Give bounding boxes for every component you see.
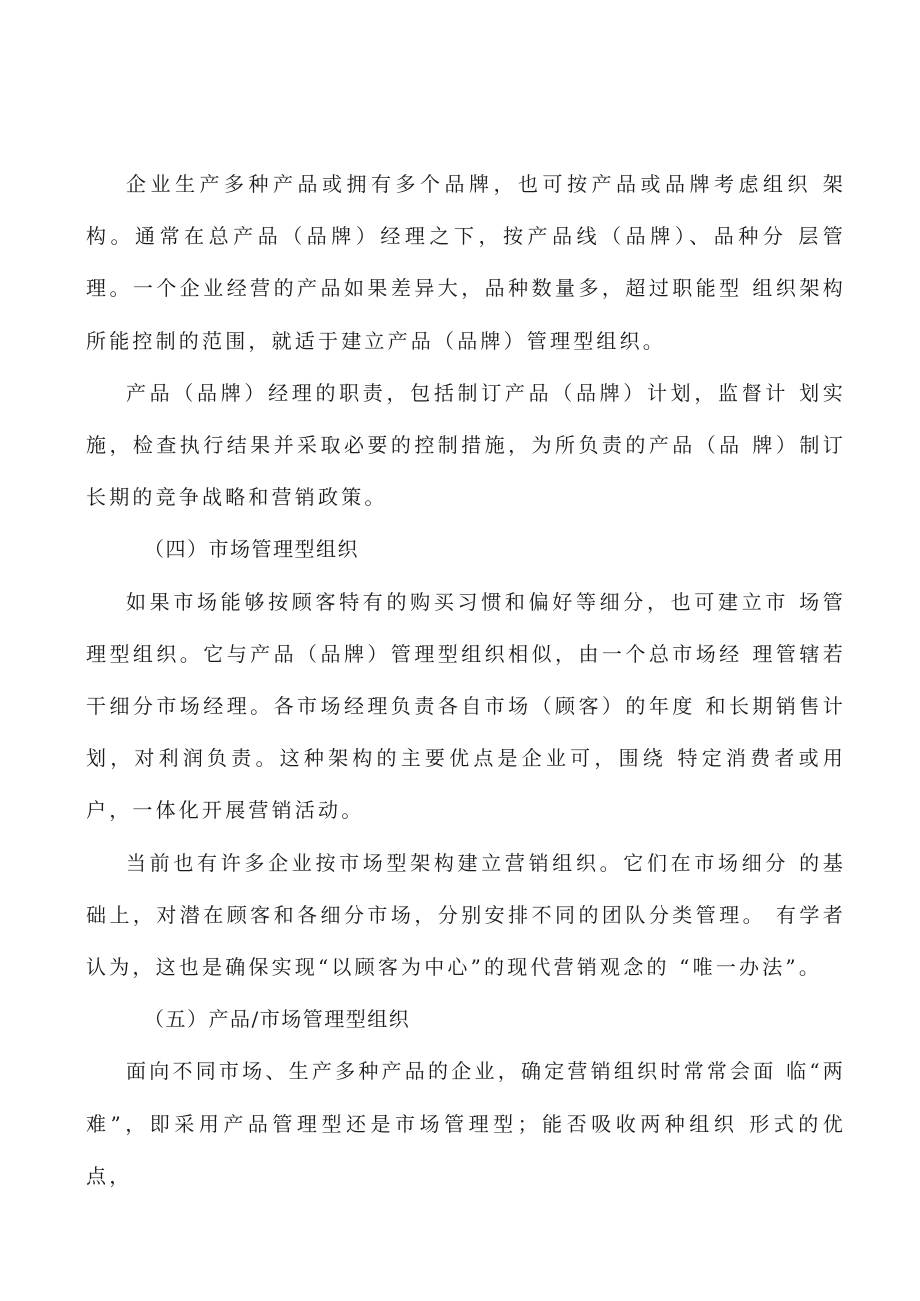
document-body: [86, 158, 846, 1202]
paragraph-market-management: 如果市场能够按顾客特有的购买习惯和偏好等细分，也可建立市 场管理型组织。它与产品（品牌）管理型组织相似，由一个总市场经 理管辖若干细分市场经理。各市场经理负责各自市场（顾客）的年度 和长期销售计划，对利润负责。这种架构的主要优点是企业可，围绕 特定消费者或用户，一体化开展营销活动。: [86, 589, 846, 823]
paragraph-product-market-dilemma: 面向不同市场、生产多种产品的企业，确定营销组织时常常会面 临“两难”，即采用产品管理型还是市场管理型；能否吸收两种组织 形式的优点，: [86, 1059, 846, 1188]
paragraph-market-based-structure: 当前也有许多企业按市场型架构建立营销组织。它们在市场细分 的基础上，对潜在顾客和各细分市场，分别安排不同的团队分类管理。 有学者认为，这也是确保实现“以顾客为中心”的现代营销观念的 “唯一办法”。: [86, 850, 846, 980]
paragraph-product-manager-duties: 产品（品牌）经理的职责，包括制订产品（品牌）计划，监督计 划实施，检查执行结果并采取必要的控制措施，为所负责的产品（品 牌）制订长期的竞争战略和营销政策。: [86, 380, 846, 510]
paragraph-product-structure: 企业生产多种产品或拥有多个品牌，也可按产品或品牌考虑组织 架构。通常在总产品（品牌）经理之下，按产品线（品牌）、品种分 层管理。一个企业经营的产品如果差异大，品种数量多，超过职能型 组织架构所能控制的范围，就适于建立产品（品牌）管理型组织。: [86, 172, 846, 353]
section-heading-market-management: （四）市场管理型组织: [144, 537, 359, 562]
section-heading-product-market-management: （五）产品/市场管理型组织: [144, 1007, 411, 1032]
